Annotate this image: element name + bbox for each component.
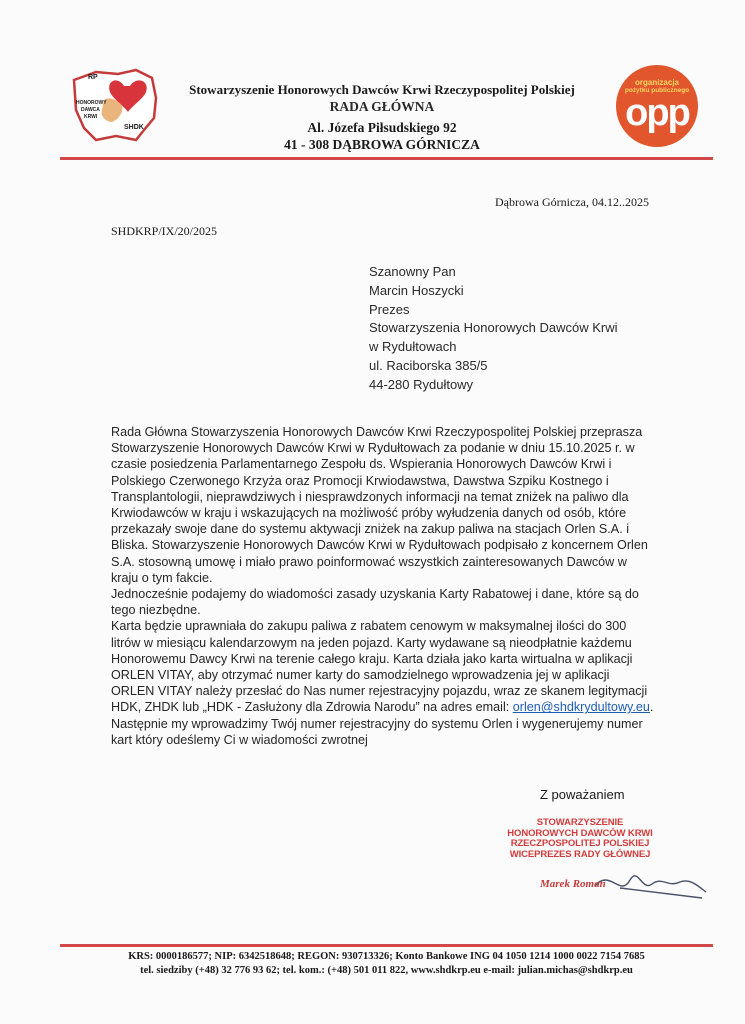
letter-date: Dąbrowa Górnicza, 04.12..2025: [495, 195, 649, 209]
addressee-line: Stowarzyszenia Honorowych Dawców Krwi: [369, 320, 618, 335]
addressee-line: w Rydułtowach: [369, 339, 457, 354]
body-paragraph-1: Rada Główna Stowarzyszenia Honorowych Dawców Krwi Rzeczypospolitej Polskiej przeprasza Stowarzyszenie Honorowych Dawców Krwi w Rydułtowach za podanie w dniu 15.10.2025 r. w czasie posiedzenia Parlamentarnego Zespołu ds. Wspierania Honorowych Dawców Krwi i Polskiego Czerwonego Krzyża oraz Promocji Krwiodawstwa, Dawstwa Szpiku Kostnego i Transplantologii, nieprawdziwych i niesprawdzonych informacji na temat zniżek na paliwo dla Krwiodawców w kraju i wskazujących na możliwość próby wyłudzenia danych od osób, które przekazały swoje dane do systemu aktywacji zniżek na zakup paliwa na stacjach Orlen S.A. i Bliska. Stowarzyszenie Honorowych Dawców Krwi w Rydułtowach podpisało z koncernem Orlen S.A. stosowną umowę i miało prawo poinformować wszystkich zainteresowanych Dawców w kraju o tym fakcie.: [111, 425, 648, 585]
stamp-line: STOWARZYSZENIE: [536, 817, 624, 828]
body-paragraph-3: [111, 618, 656, 748]
letter-body: [111, 424, 656, 748]
footer-registration: KRS: 0000186577; NIP: 6342518648; REGON: 930713326; Konto Bankowe ING 04 1050 1214 1000 0022 7154 7685: [128, 951, 645, 962]
closing: Z poważaniem: [540, 787, 625, 802]
body-paragraph-2: Jednocześnie podajemy do wiadomości zasady uzyskania Karty Rabatowej i dane, które są do tego niezbędne.: [111, 587, 639, 618]
footer-divider: [60, 944, 713, 947]
opp-big-text: opp: [625, 92, 689, 134]
stamp-line: RZECZPOSPOLITEJ POLSKIEJ: [510, 838, 650, 849]
addressee-line: Marcin Hoszycki: [369, 283, 464, 298]
body-paragraph-3-end: . Następnie my wprowadzimy Twój numer rejestracyjny do systemu Orlen i wygenerujemy numer kart który odeślemy Ci w wiadomości zwrotnej: [111, 700, 654, 747]
footer-contact: tel. siedziby (+48) 32 776 93 62; tel. kom.: (+48) 501 011 822, www.shdkrp.eu e-mail: julian.michas@shdkrp.eu: [140, 965, 633, 976]
opp-small-text-2: pożytku publicznego: [624, 87, 690, 94]
organization-subtitle: RADA GŁÓWNA: [329, 99, 435, 114]
organization-city: 41 - 308 DĄBROWA GÓRNICZA: [284, 137, 480, 152]
organization-name: Stowarzyszenie Honorowych Dawców Krwi Rzeczypospolitej Polskiej: [189, 82, 575, 97]
stamp-line: HONOROWYCH DAWCÓW KRWI: [507, 827, 653, 839]
stamp-line: WICEPREZES RADY GŁÓWNEJ: [509, 848, 651, 860]
addressee-line: Szanowny Pan: [369, 264, 456, 279]
addressee-line: 44-280 Rydułtowy: [369, 377, 474, 392]
logo-shdk-text: SHDK: [124, 124, 144, 131]
header-divider: [60, 157, 713, 160]
addressee-line: ul. Raciborska 385/5: [369, 358, 488, 373]
body-paragraph-3-start: Karta będzie uprawniała do zakupu paliwa z rabatem cenowym w maksymalnej ilości do 300 litrów w miesiącu kalendarzowym na jeden pojazd. Karty wydawane są nieodpłatnie każdemu Honorowemu Dawcy Krwi na terenie całego kraju. Karta działa jako karta wirtualna w aplikacji ORLEN VITAY, aby otrzymać numer karty do samodzielnego wprowadzenia jej w aplikacji ORLEN VITAY należy przesłać do Nas numer rejestracyjny pojazdu, wraz ze skanem legitymacji HDK, ZHDK lub „HDK - Zasłużony dla Zdrowia Narodu” na adres email:: [111, 619, 648, 715]
logo-rp-text: RP: [88, 74, 98, 81]
logo-dawca-text: DAWCA: [81, 107, 100, 113]
email-link[interactable]: orlen@shdkrydultowy.eu: [512, 700, 650, 715]
organization-street: Al. Józefa Piłsudskiego 92: [307, 120, 457, 135]
official-stamp: [485, 818, 675, 860]
addressee-line: Prezes: [369, 302, 410, 317]
opp-logo: [613, 64, 701, 148]
signature-scribble-icon: [590, 858, 710, 908]
logo-krwi-text: KRWI: [84, 114, 98, 120]
signatory-name: Marek Roman: [540, 878, 606, 890]
letter-reference: SHDKRP/IX/20/2025: [111, 224, 218, 238]
logo-honorowy-text: HONOROWY: [76, 100, 107, 106]
opp-small-text-1: organizacja: [634, 78, 679, 87]
